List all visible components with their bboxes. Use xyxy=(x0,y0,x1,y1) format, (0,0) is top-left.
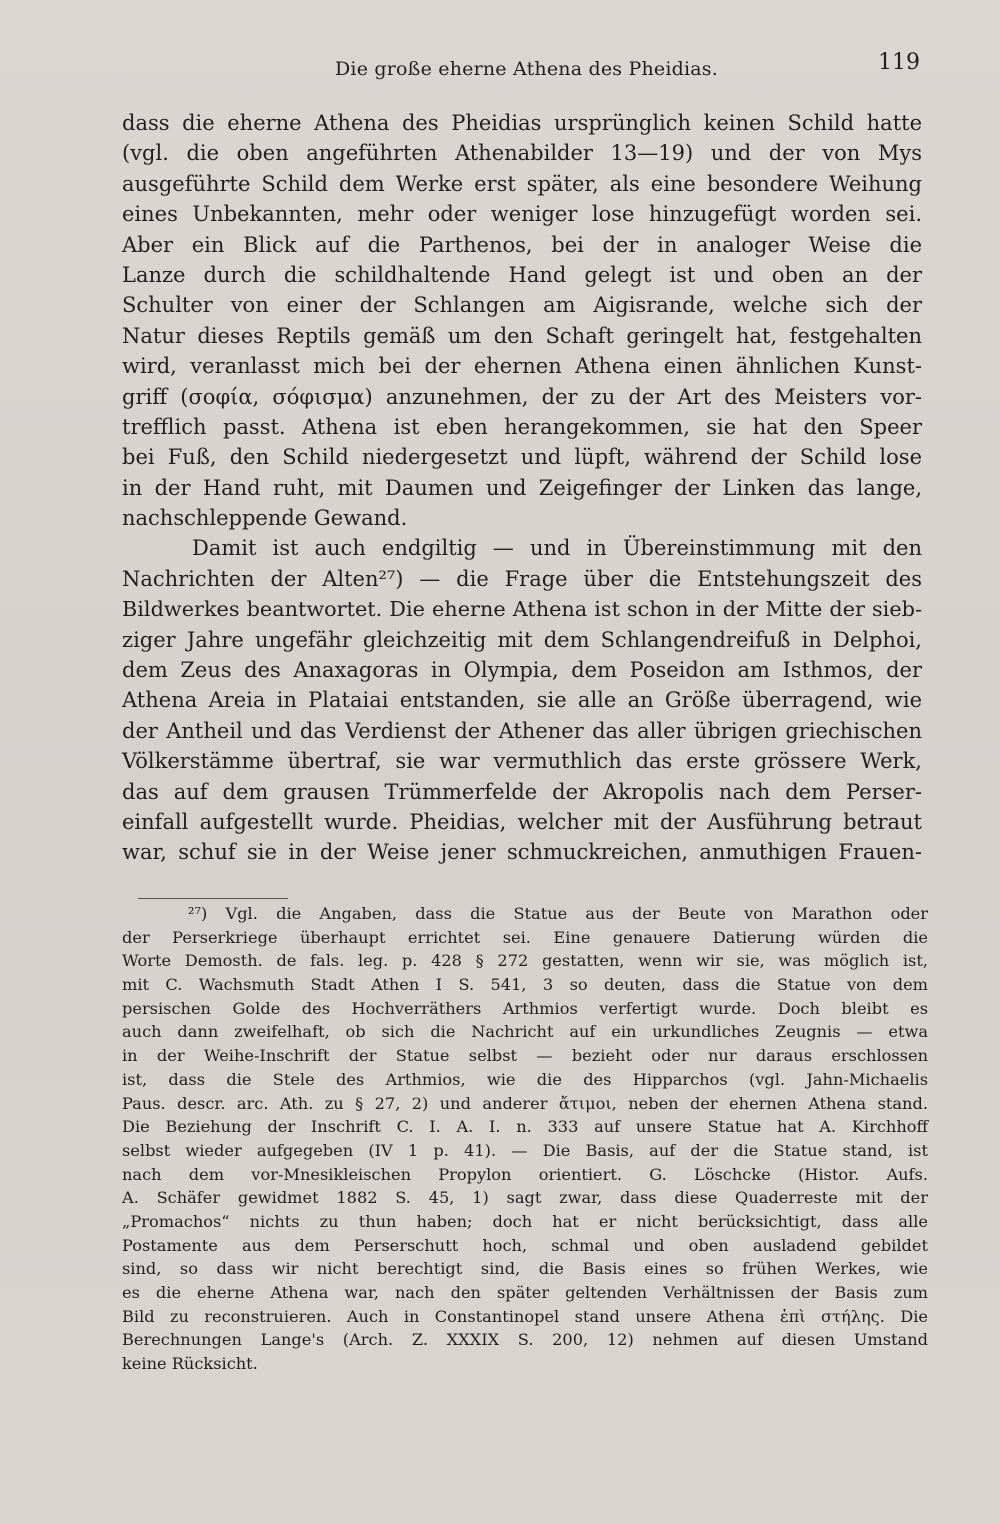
text-line: Völkerstämme übertraf, sie war vermuthlich das erste grössere Werk, xyxy=(122,749,922,774)
footnote-line: Worte Demosth. de fals. leg. p. 428 § 272 gestatten, wenn wir sie, was möglich ist, xyxy=(122,951,928,971)
text-line: Athena Areia in Plataiai entstanden, sie alle an Größe überragend, wie xyxy=(122,688,922,713)
text-line: Nachrichten der Alten²⁷) — die Frage über die Entstehungszeit des xyxy=(122,566,922,591)
footnote-line: persischen Golde des Hochverräthers Arthmios verfertigt wurde. Doch bleibt es xyxy=(122,998,928,1018)
footnote-line: Bild zu reconstruieren. Auch in Constantinopel stand unsere Athena ἐπὶ στήλης. Die xyxy=(122,1306,928,1326)
footnote-line: selbst wieder aufgegeben (IV 1 p. 41). — Die Basis, auf der die Statue stand, ist xyxy=(122,1140,928,1160)
text-line: einfall aufgestellt wurde. Pheidias, welcher mit der Ausführung betraut xyxy=(122,809,922,834)
footnote-line: keine Rücksicht. xyxy=(122,1354,258,1374)
text-line: ausgeführte Schild dem Werke erst später, als eine besondere Weihung xyxy=(122,171,922,196)
footnote-line: Die Beziehung der Inschrift C. I. A. I. n. 333 auf unsere Statue hat A. Kirchhoff xyxy=(122,1117,928,1137)
footnote-line: mit C. Wachsmuth Stadt Athen I S. 541, 3 so deuten, dass die Statue von dem xyxy=(122,975,928,995)
footnote-divider xyxy=(138,898,288,899)
text-line: (vgl. die oben angeführten Athenabilder 13—19) und der von Mys xyxy=(122,141,922,166)
footnote-line: nach dem vor-Mnesikleischen Propylon orientiert. G. Löschcke (Histor. Aufs. xyxy=(122,1164,928,1184)
footnote-line: ²⁷) Vgl. die Angaben, dass die Statue aus der Beute von Marathon oder xyxy=(188,904,928,923)
footnote-line: auch dann zweifelhaft, ob sich die Nachricht auf ein urkundliches Zeugnis — etwa xyxy=(122,1022,928,1042)
footnote-line: es die eherne Athena war, nach den später geltenden Verhältnissen der Basis zum xyxy=(122,1283,928,1302)
text-line: dem Zeus des Anaxagoras in Olympia, dem Poseidon am Isthmos, der xyxy=(122,658,922,683)
text-line: nachschleppende Gewand. xyxy=(122,506,408,531)
text-line: eines Unbekannten, mehr oder weniger lose hinzugefügt worden sei. xyxy=(122,202,922,227)
footnote-line: Berechnungen Lange's (Arch. Z. XXXIX S. 200, 12) nehmen auf diesen Umstand xyxy=(122,1330,928,1350)
footnote-line: der Perserkriege überhaupt errichtet sei. Eine genauere Datierung würden die xyxy=(122,927,928,947)
page-number: 119 xyxy=(878,50,920,75)
footnote-line: A. Schäfer gewidmet 1882 S. 45, 1) sagt zwar, dass diese Quaderreste mit der xyxy=(122,1188,928,1208)
text-line: Lanze durch die schildhaltende Hand gelegt ist und oben an der xyxy=(122,262,922,287)
footnote-line: Paus. descr. arc. Ath. zu § 27, 2) und anderer ἄτιμοι, neben der ehernen Athena stand. xyxy=(122,1093,928,1113)
text-line: Damit ist auch endgiltig — und in Übereinstimmung mit den xyxy=(192,536,922,561)
text-line: bei Fuß, den Schild niedergesetzt und lüpft, während der Schild lose xyxy=(122,445,922,470)
footnote-line: ist, dass die Stele des Arthmios, wie die des Hipparchos (vgl. Jahn-Michaelis xyxy=(122,1069,928,1089)
text-line: dass die eherne Athena des Pheidias ursprünglich keinen Schild hatte xyxy=(122,111,922,135)
footnotes xyxy=(122,902,928,1376)
text-line: das auf dem grausen Trümmerfelde der Akropolis nach dem Perser- xyxy=(122,779,922,804)
text-line: wird, veranlasst mich bei der ehernen Athena einen ähnlichen Kunst- xyxy=(122,354,922,379)
text-line: in der Hand ruht, mit Daumen und Zeigefinger der Linken das lange, xyxy=(122,475,922,500)
main-text xyxy=(122,108,922,868)
footnote-line: sind, so dass wir nicht berechtigt sind, die Basis eines so frühen Werkes, wie xyxy=(122,1259,928,1279)
text-line: der Antheil und das Verdienst der Athener das aller übrigen griechischen xyxy=(122,718,922,743)
running-title: Die große eherne Athena des Pheidias. xyxy=(335,58,718,80)
text-line: Aber ein Blick auf die Parthenos, bei der in analoger Weise die xyxy=(122,232,922,257)
footnote-line: in der Weihe-Inschrift der Statue selbst — bezieht oder nur daraus erschlossen xyxy=(122,1046,928,1066)
text-line: griff (σοφία, σόφισμα) anzunehmen, der zu der Art des Meisters vor- xyxy=(122,384,922,409)
footnote-line: Postamente aus dem Perserschutt hoch, schmal und oben ausladend gebildet xyxy=(122,1235,928,1255)
text-line: Schulter von einer der Schlangen am Aigisrande, welche sich der xyxy=(122,293,922,318)
text-line: trefflich passt. Athena ist eben herangekommen, sie hat den Speer xyxy=(122,414,922,439)
text-line: war, schuf sie in der Weise jener schmuckreichen, anmuthigen Frauen- xyxy=(122,840,922,865)
footnote-line: „Promachos“ nichts zu thun haben; doch hat er nicht berücksichtigt, dass alle xyxy=(122,1211,928,1231)
text-line: Natur dieses Reptils gemäß um den Schaft geringelt hat, festgehalten xyxy=(122,323,922,348)
text-line: ziger Jahre ungefähr gleichzeitig mit dem Schlangendreifuß in Delphoi, xyxy=(122,627,922,652)
text-line: Bildwerkes beantwortet. Die eherne Athena ist schon in der Mitte der sieb- xyxy=(122,597,922,622)
